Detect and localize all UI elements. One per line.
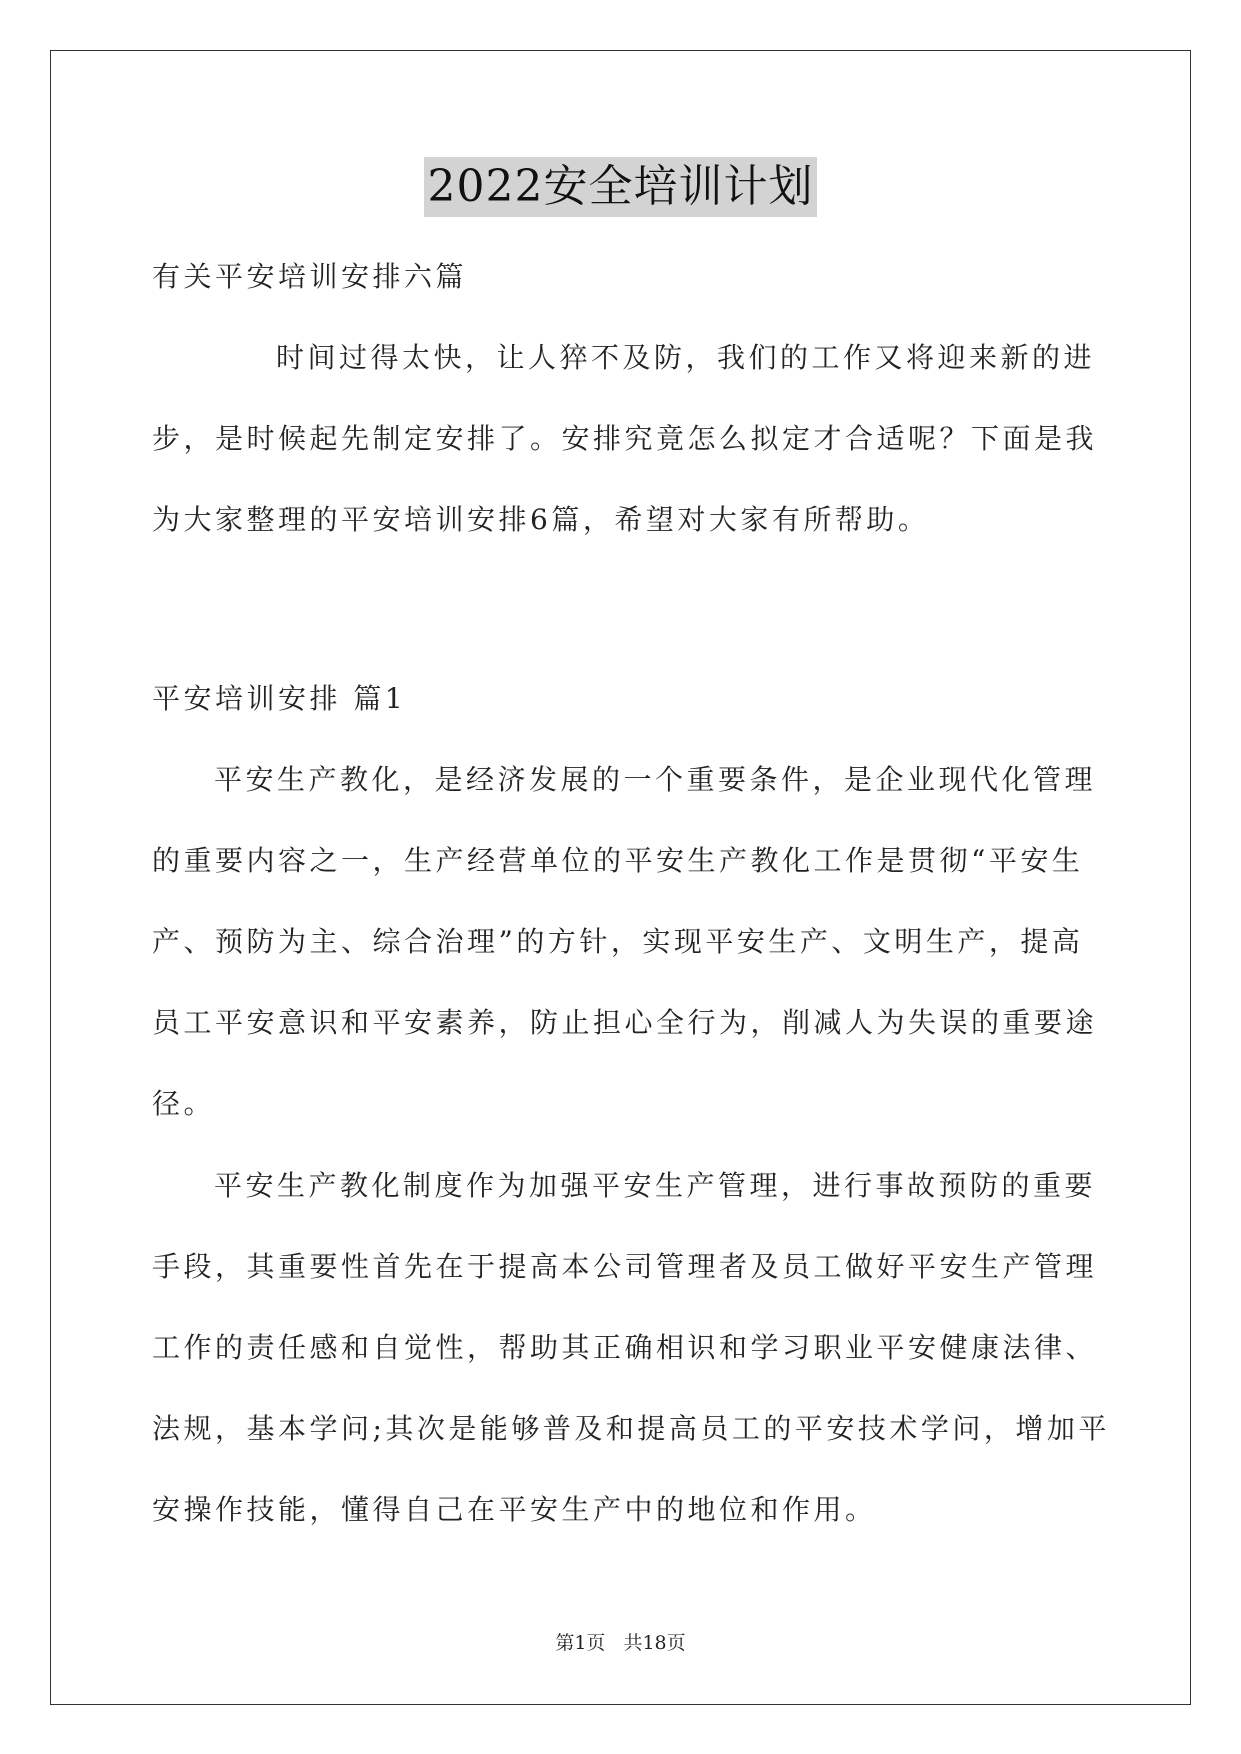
paragraph-line: 手段，其重要性首先在于提高本公司管理者及员工做好平安生产管理 (152, 1250, 1098, 1283)
intro-line: 为大家整理的平安培训安排6篇，希望对大家有所帮助。 (152, 503, 930, 536)
subtitle-block (152, 236, 1092, 317)
paragraph-line: 平安生产教化制度作为加强平安生产管理，进行事故预防的重要 (214, 1169, 1097, 1202)
paragraph-line: 法规，基本学问;其次是能够普及和提高员工的平安技术学问，增加平 (152, 1412, 1110, 1445)
section1-heading-block (152, 658, 1092, 739)
document-title: 2022安全培训计划 (424, 157, 818, 217)
intro-line: 时间过得太快，让人猝不及防，我们的工作又将迎来新的进 (276, 341, 1096, 374)
intro-line: 步，是时候起先制定安排了。安排究竟怎么拟定才合适呢？下面是我 (152, 422, 1098, 455)
document-subtitle: 有关平安培训安排六篇 (152, 260, 468, 293)
paragraph-line: 的重要内容之一，生产经营单位的平安生产教化工作是贯彻“平安生 (152, 844, 1084, 877)
paragraph-line: 平安生产教化，是经济发展的一个重要条件，是企业现代化管理 (214, 763, 1097, 796)
page-footer (0, 1628, 1241, 1655)
page-total: 共18页 (623, 1632, 686, 1654)
paragraph-line: 工作的责任感和自觉性，帮助其正确相识和学习职业平安健康法律、 (152, 1331, 1098, 1364)
paragraph-line: 员工平安意识和平安素养，防止担心全行为，削减人为失误的重要途 (152, 1006, 1098, 1039)
section1-paragraph-2 (152, 1145, 1110, 1550)
section1-paragraph-1 (152, 739, 1098, 1144)
title-container (0, 157, 1241, 217)
page-number: 第1页 (555, 1632, 606, 1654)
intro-paragraph (152, 317, 1098, 560)
paragraph-line: 径。 (152, 1087, 216, 1120)
paragraph-line: 安操作技能，懂得自己在平安生产中的地位和作用。 (152, 1493, 877, 1526)
paragraph-line: 产、预防为主、综合治理”的方针，实现平安生产、文明生产，提高 (152, 925, 1084, 958)
section-heading: 平安培训安排 篇1 (152, 682, 407, 715)
